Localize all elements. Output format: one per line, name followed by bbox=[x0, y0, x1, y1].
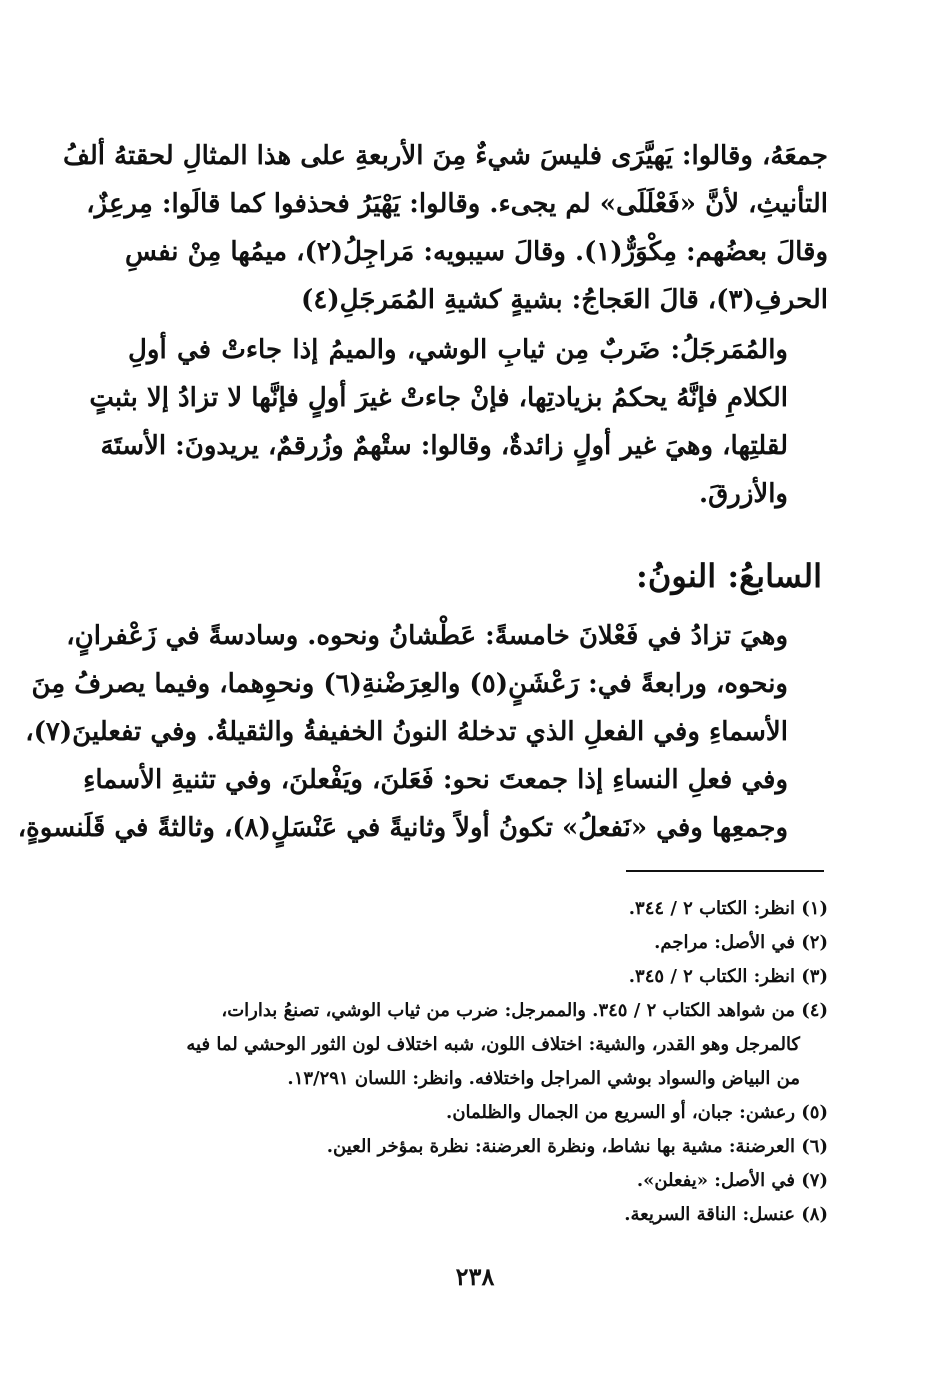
footnotes bbox=[128, 892, 828, 1232]
footnote-separator bbox=[626, 870, 824, 872]
text-line: والمُمَرجَلُ: ضَربٌ مِن ثيابِ الوشي، والميمُ إذا جاءتْ في أولِ bbox=[128, 335, 788, 365]
footnote-6: (٦) العرضنة: مشية بها نشاط، ونظرة العرضنة: نظرة بمؤخر العين. bbox=[326, 1136, 828, 1157]
footnote-7: (٧) في الأصل: «يفعلن». bbox=[636, 1170, 828, 1191]
footnote-4-continued: من البياض والسواد بوشي المراجل واختلافه. وانظر: اللسان ١٣/٢٩١. bbox=[287, 1068, 800, 1089]
text-line: الكلامِ فإنَّهُ يحكمُ بزيادتِها، فإنْ جاءتْ غيرَ أولٍ فإنَّها لا تزادُ إلا بثبتٍ bbox=[89, 383, 788, 413]
text-line: الحرفِ(٣)، قالَ العَجاجُ: بشيةٍ كشيةِ المُمَرجَلِ(٤) bbox=[301, 285, 828, 315]
text-line: ونحوه، ورابعةً في: رَعْشَنٍ(٥) والعِرَضْنةِ(٦) ونحوِهما، وفيما يصرفُ مِنَ bbox=[31, 669, 788, 699]
text-line: وهيَ تزادُ في فَعْلانَ خامسةً: عَطْشانُ ونحوه. وسادسةً في زَعْفرانٍ، bbox=[66, 621, 788, 651]
page-number: ٢٣٨ bbox=[455, 1262, 495, 1291]
paragraph-2 bbox=[89, 326, 828, 518]
footnote-8: (٨) عنسل: الناقة السريعة. bbox=[624, 1204, 828, 1225]
text-line: والأزرقَ. bbox=[699, 479, 788, 509]
text-line: لقلتِها، وهيَ غير أولٍ زائدةٌ، وقالوا: ستْهمٌ وزُرقمٌ، يريدونَ: الأستَهَ bbox=[100, 431, 788, 461]
text-line: وجمعِها وفي «نَفعلُ» تكونُ أولاً وثانيةً في عَنْسَلٍ(٨)، وثالثةً في قَلَنسوةٍ، bbox=[17, 813, 788, 843]
footnote-4: (٤) من شواهد الكتاب ٢ / ٣٤٥. والممرجل: ضرب من ثياب الوشي، تصنعُ بدارات، bbox=[221, 1000, 828, 1021]
footnote-4-continued: كالمرجل وهو القدر، والشية: اختلاف اللون، شبه اختلاف لون الثور الوحشي لما فيه bbox=[186, 1034, 800, 1055]
footnote-1: (١) انظر: الكتاب ٢ / ٣٤٤. bbox=[628, 898, 828, 919]
text-line: الأسماءِ وفي الفعلِ الذي تدخلهُ النونُ الخفيفةُ والثقيلةُ. وفي تفعلينَ(٧)، bbox=[25, 717, 788, 747]
footnote-3: (٣) انظر: الكتاب ٢ / ٣٤٥. bbox=[628, 966, 828, 987]
text-line: وفي فعلِ النساءِ إذا جمعتَ نحو: فَعَلنَ، ويَفْعلنَ، وفي تثنيةِ الأسماءِ bbox=[83, 765, 788, 795]
text-line: وقالَ بعضُهم: مِكْوَرٌّ(١). وقالَ سيبويه: مَراجِلُ(٢)، ميمُها مِنْ نفسِ bbox=[124, 237, 828, 267]
footnote-2: (٢) في الأصل: مراجم. bbox=[654, 932, 828, 953]
footnote-5: (٥) رعشن: جبان، أو السريع من الجمال والظلمان. bbox=[446, 1102, 828, 1123]
paragraph-3 bbox=[17, 612, 828, 852]
paragraph-1 bbox=[62, 132, 828, 324]
text-line: التأنيثِ، لأنَّ «فَعْلَلَى» لم يجىء. وقالوا: يَهْيَرُ فحذفوا كما قالَوا: مِرعِزٌ، bbox=[86, 189, 828, 219]
text-line: جمعَهُ، وقالوا: يَهيَّرَى فليسَ شيءٌ مِنَ الأربعةِ على هذا المثالِ لحقتهُ ألفُ bbox=[62, 141, 828, 171]
section-heading: السابعُ: النونُ: bbox=[636, 557, 822, 595]
